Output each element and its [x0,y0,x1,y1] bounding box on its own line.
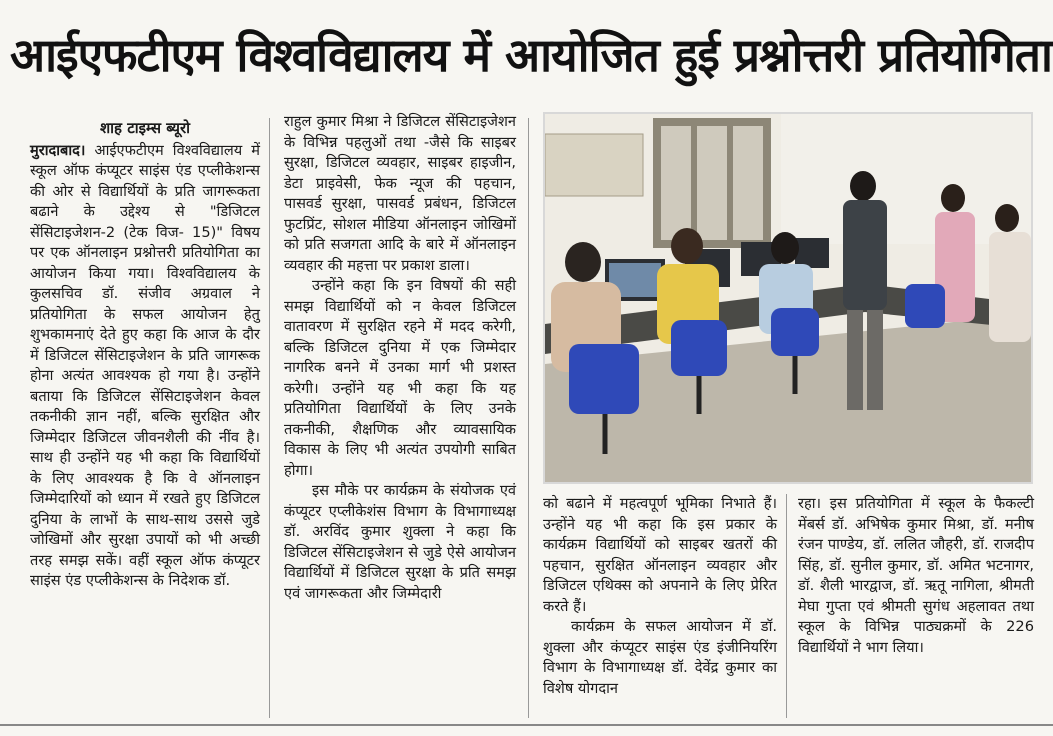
paragraph: रहा। इस प्रतियोगिता में स्कूल के फैकल्टी मेंबर्स डॉ. अभिषेक कुमार मिश्रा, डॉ. मनीष रंजन पाण्डेय, डॉ. ललित जौहरी, डॉ. राजदीप सिंह, डॉ. सुनील कुमार, डॉ. अमित भटनागर, डॉ. शैली भारद्वाज, डॉ. ऋतू नागिला, श्रीमती मेघा गुप्ता एवं श्रीमती सुगंध अहलावत तथा स्कूल के विभिन्न पाठ्यक्रमों के 226 विद्यार्थियों ने भाग लिया। [798,495,1034,656]
paragraph: कार्यक्रम के सफल आयोजन में डॉ. शुक्ला और कंप्यूटर साइंस एंड इंजीनियरिंग विभाग के विभागाध्यक्ष डॉ. देवेंद्र कुमार का विशेष योगदान [543,618,777,697]
paragraph: आईएफटीएम विश्वविद्यालय में स्कूल ऑफ कंप्यूटर साइंस एंड एप्लीकेशन्स की ओर से विद्यार्थियों के प्रति जागरूकता बढाने के उद्देश्य से "डिजिटल सेंसिटाइजेशन-2 (टेक विज- 15)" विषय पर एक ऑनलाइन प्रश्नोत्तरी प्रतियोगिता का आयोजन किया गया। विश्वविद्यालय के कुलसचिव डॉ. संजीव अग्रवाल ने प्रतियोगिता के सफल आयोजन हेतु शुभकामनाएं देते हुए कहा कि आज के दौर में डिजिटल सेंसिटाइजेशन के प्रति जागरूक होना अत्यंत आवश्यक हो गया है। उन्होंने बताया कि डिजिटल सेंसिटाइजेशन केवल तकनीकी ज्ञान नहीं, बल्कि सुरक्षित और जिम्मेदार डिजिटल जीवनशैली की नींव है। साथ ही उन्होंने यह भी कहा कि विद्यार्थियों के लिए आवश्यक है कि वे ऑनलाइन जिम्मेदारियों को ध्यान में रखते हुए डिजिटल दुनिया के लाभों के साथ-साथ उससे जुडे जोखिमों और सुरक्षा उपायों को भी अच्छी तरह समझ सकें। वहीं स्कूल ऑफ कंप्यूटर साइंस एंड एप्लीकेशन्स के निदेशक डॉ. [30,141,260,589]
bottom-rule [0,724,1053,726]
paragraph: राहुल कुमार मिश्रा ने डिजिटल सेंसिटाइजेशन के विभिन्न पहलुओं तथा -जैसे कि साइबर सुरक्षा, डिजिटल व्यवहार, साइबर हाइजीन, डेटा प्राइवेसी, फेक न्यूज की पहचान, पासवर्ड सुरक्षा, पासवर्ड प्रबंधन, डिजिटल फुटप्रिंट, सोशल मीडिया ऑनलाइन जोखिमों को प्रति सजगता आदि के बारे में ऑनलाइन व्यवहार की महत्ता पर प्रकाश डाला। [284,113,516,274]
article-column-3 [543,494,777,699]
byline: शाह टाइम्स ब्यूरो [99,119,191,137]
column-divider [269,118,270,718]
dateline: मुरादाबाद। [30,141,86,159]
paragraph: को बढाने में महत्वपूर्ण भूमिका निभाते हैं। उन्होंने यह भी कहा कि इस प्रकार के कार्यक्रम विद्यार्थियों को साइबर खतरों की पहचान, सुरक्षित ऑनलाइन व्यवहार और डिजिटल एथिक्स को अपनाने के लिए प्रेरित करते हैं। [543,495,777,615]
article-column-1 [30,118,260,592]
headline: आईएफटीएम विश्वविद्यालय में आयोजित हुई प्रश्नोत्तरी प्रतियोगिता [10,28,1052,82]
column-divider [786,494,787,718]
column-divider [528,118,529,718]
paragraph: उन्होंने कहा कि इन विषयों की सही समझ विद्यार्थियों को न केवल डिजिटल वातावरण में सुरक्षित रहने में मदद करेगी, बल्कि डिजिटल दुनिया में एक जिम्मेदार नागरिक बनने में उनका मार्ग भी प्रशस्त करेगी। उन्होंने यह भी कहा कि यह प्रतियोगिता विद्यार्थियों के लिए उनके तकनीकी, शैक्षणिक और व्यावसायिक विकास के लिए भी अत्यंत उपयोगी साबित होगा। [284,277,516,479]
article-column-2 [284,112,516,604]
article-column-4 [798,494,1034,658]
news-photo [543,112,1033,484]
paragraph: इस मौके पर कार्यक्रम के संयोजक एवं कंप्यूटर एप्लीकेशंस विभाग के विभागाध्यक्ष डॉ. अरविंद कुमार शुक्ला ने कहा कि डिजिटल सेंसिटाइजेशन से जुडे ऐसे आयोजन विद्यार्थियों में डिजिटल सुरक्षा के प्रति समझ एवं जागरूकता और जिम्मेदारी [284,482,516,602]
computer-lab-photo-icon [545,114,1031,482]
